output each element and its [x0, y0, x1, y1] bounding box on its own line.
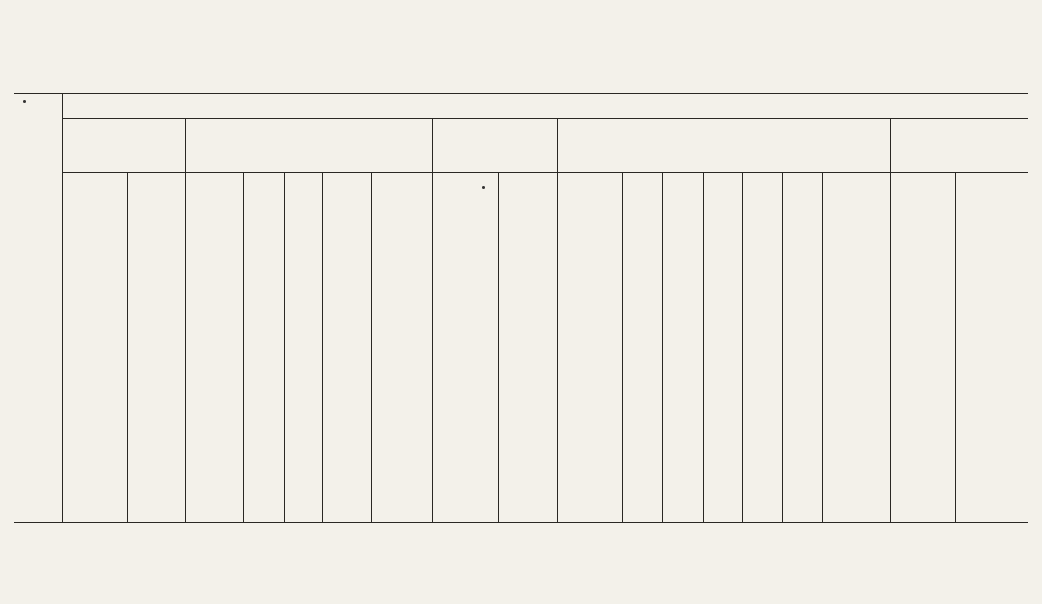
col-divider	[955, 172, 956, 522]
col-divider	[127, 172, 128, 522]
col-divider	[662, 172, 663, 522]
group-divider-3	[557, 118, 558, 522]
col-divider	[322, 172, 323, 522]
col-divider	[782, 172, 783, 522]
speck	[482, 186, 485, 189]
group-divider-1	[185, 118, 186, 522]
col-divider	[498, 172, 499, 522]
col-divider	[243, 172, 244, 522]
col-divider	[742, 172, 743, 522]
col-divider	[622, 172, 623, 522]
speck	[23, 100, 26, 103]
col-divider	[284, 172, 285, 522]
header-rule-1	[62, 118, 1028, 119]
col-divider	[822, 172, 823, 522]
col-divider	[371, 172, 372, 522]
group-divider-4	[890, 118, 891, 522]
header-rule-2	[62, 172, 1028, 173]
col-divider	[703, 172, 704, 522]
table-bottom-rule	[14, 522, 1028, 523]
row-header-cell	[14, 93, 62, 522]
table-top-rule	[14, 93, 1028, 94]
group-divider-2	[432, 118, 433, 522]
row-header-divider	[62, 93, 63, 522]
